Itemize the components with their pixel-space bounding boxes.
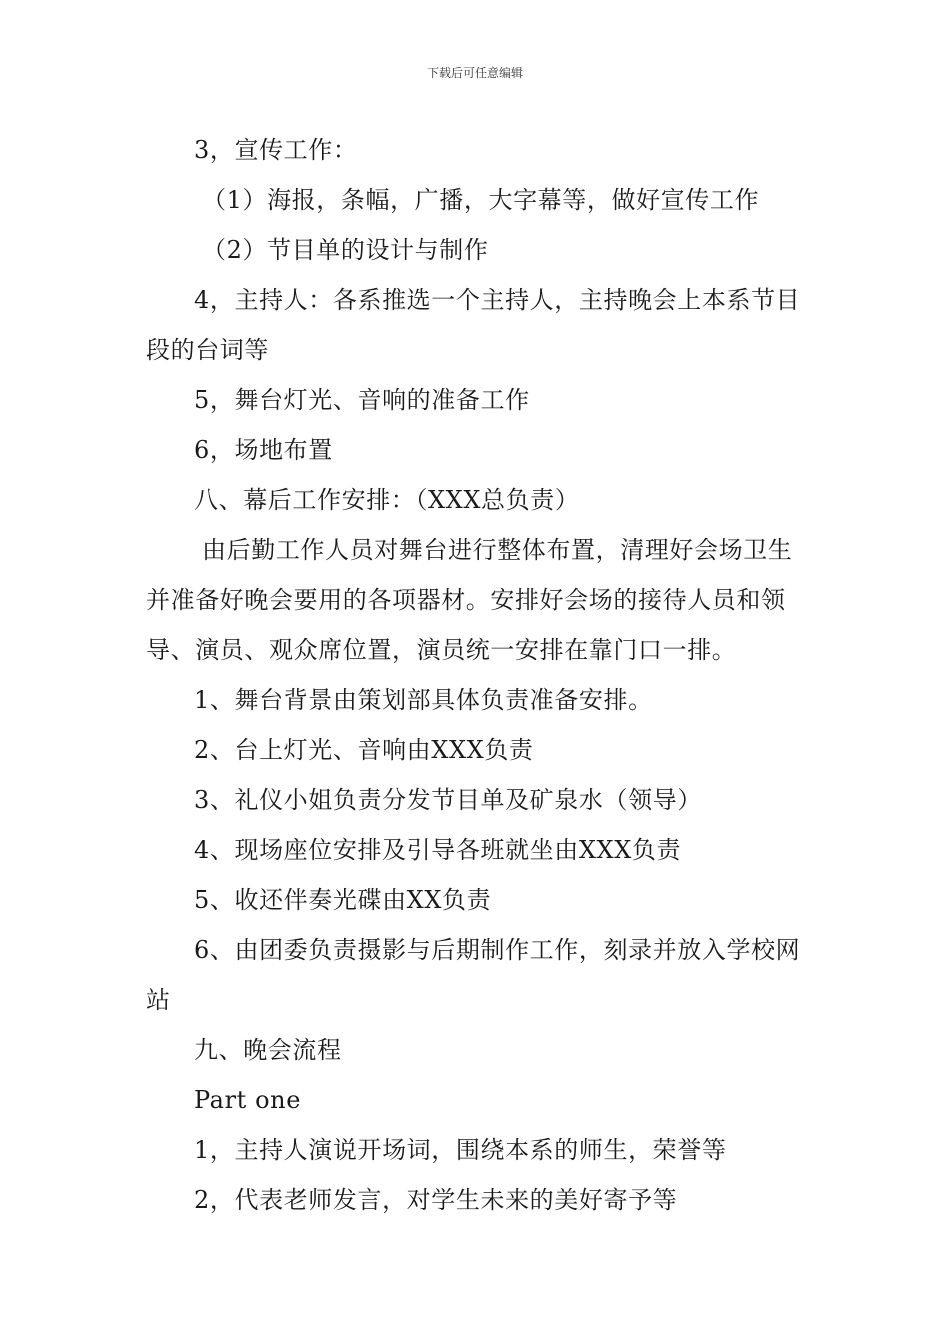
page-header-note: 下载后可任意编辑: [426, 66, 523, 80]
backstage-item-2: 2、台上灯光、音响由XXX负责: [194, 736, 534, 764]
backstage-item-3: 3、礼仪小姐负责分发节目单及矿泉水（领导）: [194, 786, 702, 814]
heading-publicity: 3，宣传工作：: [194, 136, 358, 164]
part-label: Part one: [194, 1086, 302, 1114]
publicity-item-2: （2）节目单的设计与制作: [202, 236, 489, 264]
backstage-item-5: 5、收还伴奏光碟由XX负责: [194, 886, 492, 914]
venue-layout-paragraph: 6，场地布置: [194, 436, 333, 464]
document-body: [146, 125, 810, 1225]
backstage-item-4: 4、现场座位安排及引导各班就坐由XXX负责: [194, 836, 682, 864]
flow-item-1: 1，主持人演说开场词，围绕本系的师生，荣誉等: [194, 1136, 727, 1164]
backstage-description: 由后勤工作人员对舞台进行整体布置，清理好会场卫生并准备好晚会要用的各项器材。安排好会场的接待人员和领导、演员、观众席位置，演员统一安排在靠门口一排。: [146, 536, 793, 664]
stage-equipment-paragraph: 5，舞台灯光、音响的准备工作: [194, 386, 530, 414]
section-heading-backstage: 八、幕后工作安排：（XXX总负责）: [194, 486, 580, 514]
host-paragraph: 4，主持人：各系推选一个主持人，主持晚会上本系节目段的台词等: [146, 286, 801, 364]
backstage-item-6: 6、由团委负责摄影与后期制作工作，刻录并放入学校网站: [146, 936, 801, 1014]
publicity-item-1: （1）海报，条幅，广播，大字幕等，做好宣传工作: [202, 186, 760, 214]
flow-item-2: 2，代表老师发言，对学生未来的美好寄予等: [194, 1186, 678, 1214]
backstage-item-1: 1、舞台背景由策划部具体负责准备安排。: [194, 686, 653, 714]
section-heading-program-flow: 九、晚会流程: [194, 1036, 342, 1064]
